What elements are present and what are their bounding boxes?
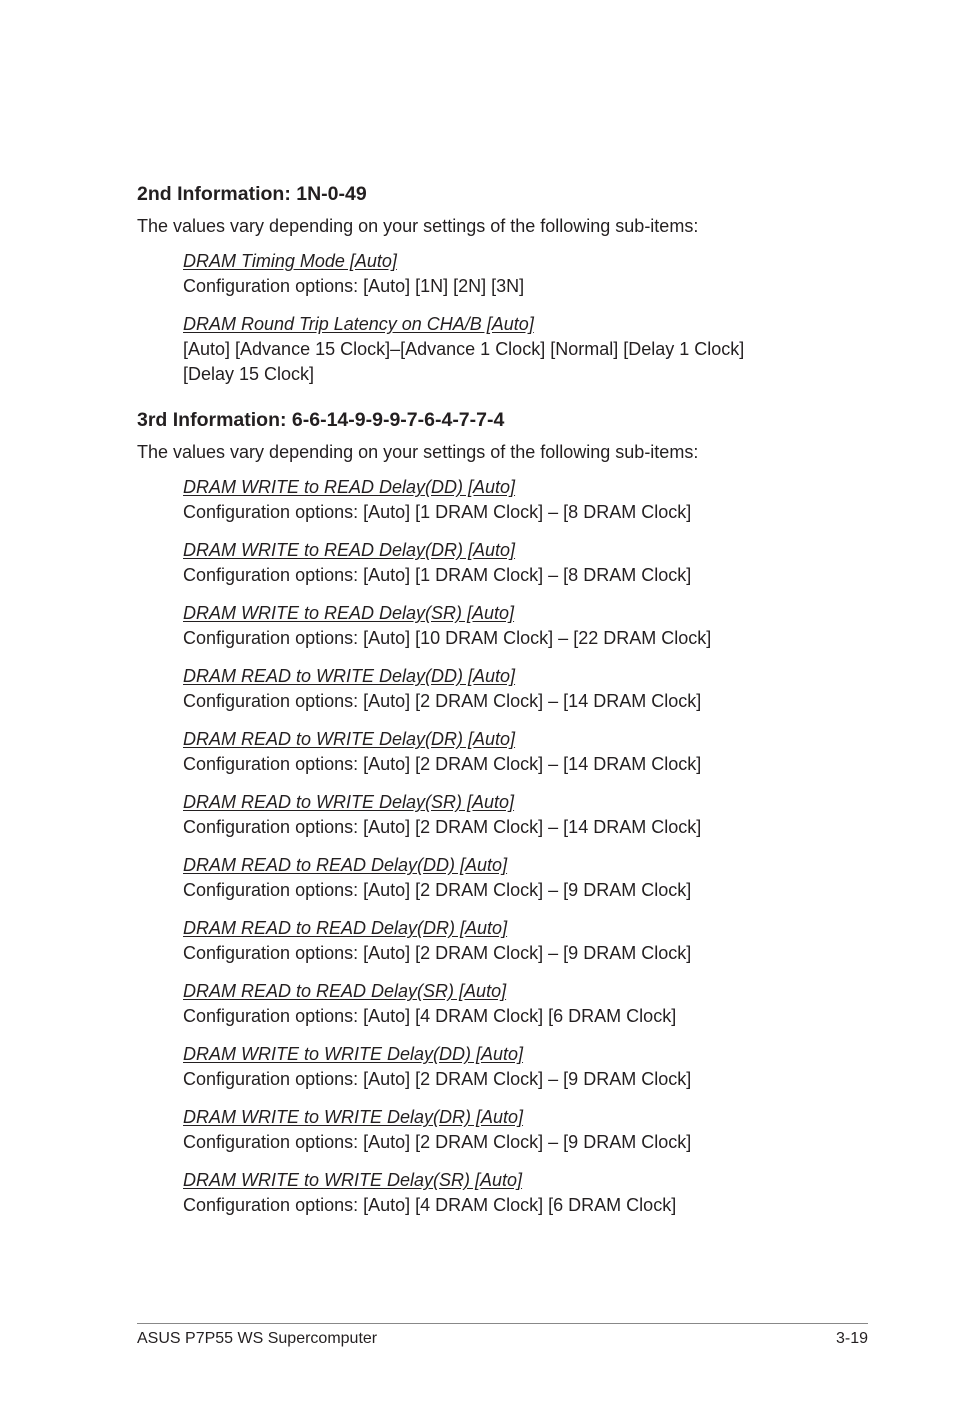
setting-title: DRAM WRITE to WRITE Delay(SR) [Auto] xyxy=(183,1170,523,1190)
setting-title: DRAM Round Trip Latency on CHA/B [Auto] xyxy=(183,314,534,334)
setting-title: DRAM READ to WRITE Delay(DD) [Auto] xyxy=(183,666,516,686)
setting-title: DRAM READ to WRITE Delay(DR) [Auto] xyxy=(183,729,516,749)
setting-item xyxy=(183,475,877,525)
setting-title: DRAM READ to WRITE Delay(SR) [Auto] xyxy=(183,792,515,812)
section-2nd-information xyxy=(137,180,877,387)
section-heading: 2nd Information: 1N-0-49 xyxy=(137,183,367,205)
setting-options: Configuration options: [Auto] [4 DRAM Clock] [6 DRAM Clock] xyxy=(183,1006,677,1026)
section-intro: The values vary depending on your settings of the following sub-items: xyxy=(137,216,699,236)
setting-title: DRAM WRITE to WRITE Delay(DD) [Auto] xyxy=(183,1044,524,1064)
page-content xyxy=(137,180,877,1218)
footer-divider xyxy=(137,1323,868,1324)
setting-options: Configuration options: [Auto] [2 DRAM Clock] – [14 DRAM Clock] xyxy=(183,691,702,711)
setting-title: DRAM WRITE to WRITE Delay(DR) [Auto] xyxy=(183,1107,524,1127)
setting-options: Configuration options: [Auto] [2 DRAM Clock] – [9 DRAM Clock] xyxy=(183,880,692,900)
footer-page-number: 3-19 xyxy=(835,1330,868,1347)
setting-title: DRAM WRITE to READ Delay(DD) [Auto] xyxy=(183,477,516,497)
setting-item xyxy=(183,249,877,299)
setting-item xyxy=(183,1042,877,1092)
setting-options: Configuration options: [Auto] [1 DRAM Clock] – [8 DRAM Clock] xyxy=(183,565,692,585)
section-intro: The values vary depending on your settings of the following sub-items: xyxy=(137,442,699,462)
setting-title: DRAM WRITE to READ Delay(DR) [Auto] xyxy=(183,540,516,560)
setting-title: DRAM READ to READ Delay(DR) [Auto] xyxy=(183,918,508,938)
setting-item xyxy=(183,664,877,714)
setting-title: DRAM WRITE to READ Delay(SR) [Auto] xyxy=(183,603,515,623)
setting-item xyxy=(183,790,877,840)
setting-options: Configuration options: [Auto] [4 DRAM Clock] [6 DRAM Clock] xyxy=(183,1195,677,1215)
setting-options: Configuration options: [Auto] [2 DRAM Clock] – [9 DRAM Clock] xyxy=(183,943,692,963)
setting-options: Configuration options: [Auto] [10 DRAM Clock] – [22 DRAM Clock] xyxy=(183,628,712,648)
setting-item xyxy=(183,979,877,1029)
setting-item xyxy=(183,538,877,588)
setting-item xyxy=(183,1168,877,1218)
section-heading: 3rd Information: 6-6-14-9-9-9-7-6-4-7-7-4 xyxy=(137,409,505,431)
section-3rd-information xyxy=(137,406,877,1218)
setting-options: Configuration options: [Auto] [1 DRAM Clock] – [8 DRAM Clock] xyxy=(183,502,692,522)
setting-item xyxy=(183,312,783,387)
setting-item xyxy=(183,601,877,651)
setting-options: Configuration options: [Auto] [2 DRAM Clock] – [9 DRAM Clock] xyxy=(183,1069,692,1089)
setting-options: Configuration options: [Auto] [1N] [2N] [3N] xyxy=(183,276,525,296)
setting-options: Configuration options: [Auto] [2 DRAM Clock] – [14 DRAM Clock] xyxy=(183,817,702,837)
setting-title: DRAM READ to READ Delay(SR) [Auto] xyxy=(183,981,507,1001)
setting-title: DRAM Timing Mode [Auto] xyxy=(183,251,397,271)
setting-options: Configuration options: [Auto] [2 DRAM Clock] – [9 DRAM Clock] xyxy=(183,1132,692,1152)
setting-item xyxy=(183,1105,877,1155)
setting-options: Configuration options: [Auto] [2 DRAM Clock] – [14 DRAM Clock] xyxy=(183,754,702,774)
setting-title: DRAM READ to READ Delay(DD) [Auto] xyxy=(183,855,508,875)
setting-options: [Auto] [Advance 15 Clock]–[Advance 1 Clock] [Normal] [Delay 1 Clock] [Delay 15 Clock] xyxy=(183,339,745,384)
setting-item xyxy=(183,916,877,966)
footer-product-name: ASUS P7P55 WS Supercomputer xyxy=(137,1330,378,1347)
setting-item xyxy=(183,727,877,777)
setting-item xyxy=(183,853,877,903)
